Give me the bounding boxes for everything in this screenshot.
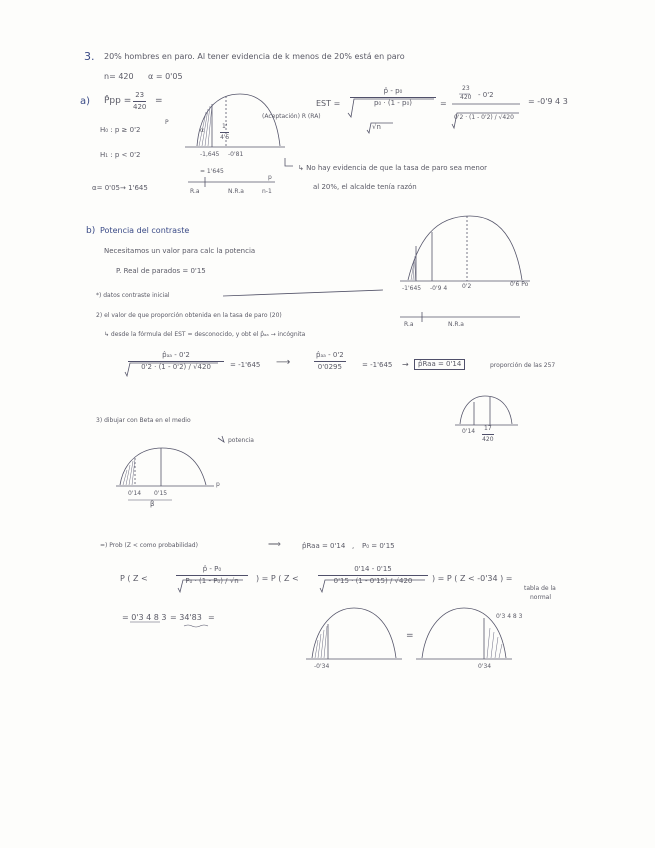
c-result-pct: = 34'83: [170, 613, 202, 622]
part-b-title: Potencia del contraste: [100, 226, 190, 235]
given-n: n= 420: [104, 72, 134, 81]
axis-est-a: -0'81: [228, 151, 244, 158]
eq-b-arrow-1: ⟶: [276, 357, 291, 368]
c-result: = 0'3 4 8 3: [122, 613, 167, 622]
c-p0: P₀ = 0'15: [362, 542, 395, 550]
graph-b-right: 0'6 Po: [510, 281, 529, 288]
eq-b-note: proporción de las 257: [490, 362, 556, 369]
h1: H₁ : p < 0'2: [100, 151, 141, 159]
c-curve-right-top: 0'3 4 8 3: [496, 613, 523, 620]
c-step: =) Prob (Z < como probabilidad): [100, 542, 198, 549]
c-arrow: ⟹: [268, 540, 281, 550]
curve-b: [408, 216, 522, 280]
p-hat-fraction: 23 420: [133, 91, 147, 111]
c-comma: ,: [352, 542, 355, 550]
est-sub-b: 420: [460, 94, 472, 101]
step-1: *) datos contraste inicial: [96, 292, 170, 299]
graph-b-nra: N.R.a: [448, 321, 464, 328]
graph-b-crit: -1'645: [402, 285, 422, 292]
eq-b-fraction: p̂ₐₐ - 0'2 0'2 · (1 - 0'2) / √420: [128, 352, 224, 371]
region-pos-a: n-1: [262, 188, 272, 195]
small-graph-left: 0'14: [462, 428, 476, 435]
step-3: ↳ desde la fórmula del EST = desconocido, y obt el p̂ₐₐ → incógnita: [104, 331, 306, 338]
c-line1-prefix: P ( Z <: [120, 574, 148, 583]
part-b-line-2: P. Real de parados = 0'15: [116, 267, 206, 275]
curve-a: [197, 94, 280, 146]
est-sub-den: 0'2 · (1 - 0'2) / √420: [454, 114, 514, 121]
region-ra-a: R.a: [190, 188, 200, 195]
region-nra-a: N.R.a: [228, 188, 244, 195]
part-b-label: b): [86, 226, 96, 236]
eq-b-rhs: = -1'645: [230, 361, 261, 369]
alpha-calc: α= 0'05→ 1'645: [92, 184, 148, 192]
p-hat-lhs: P̂pp =: [104, 96, 132, 106]
small-graph-fraction: 17 420: [482, 425, 494, 443]
curve-fraction: 1' 4'5: [220, 123, 230, 141]
c-line1-mid: ) = P ( Z <: [256, 574, 299, 583]
curve-alpha: α: [200, 127, 204, 134]
est-result: = -0'9 4 3: [528, 97, 568, 106]
c-praa: p̂Raa = 0'14: [302, 542, 346, 550]
c-curve-left-label: -0'34: [314, 663, 330, 670]
conclusion-line-2: al 20%, el alcalde tenía razón: [313, 183, 417, 191]
est-sqrt-n: √n: [372, 123, 381, 131]
p-hat-eq: =: [155, 96, 163, 106]
est-formula: p̂ - p₀ p₀ · (1 - p₀): [350, 88, 436, 107]
est-eq: =: [440, 99, 447, 108]
crit-value: = 1'645: [200, 168, 224, 175]
crit-var: p: [268, 174, 272, 181]
c-line1-fraction: p̂ - P₀ P₀ · (1 - P₀) / √n: [176, 566, 248, 585]
graph-b-ra: R.a: [404, 321, 414, 328]
eq-b-arrow-2: →: [402, 360, 409, 369]
graph2-axis: p: [216, 481, 220, 488]
eq-b-boxed-result: p̂Raa = 0'14: [414, 359, 465, 370]
conclusion-arrow: [285, 158, 293, 166]
potencia-arrow: [218, 436, 224, 442]
problem-number: 3.: [84, 50, 95, 63]
est-sub-a: 23: [462, 85, 470, 92]
arrow-datos: [223, 290, 383, 296]
eq-b-rhs-2: = -1'645: [362, 361, 393, 369]
graph-b-est: -0'9 4: [430, 285, 448, 292]
step-2: 2) el valor de que proporción obtenida en la tasa de paro (20): [96, 312, 282, 319]
est-lhs: EST =: [316, 99, 341, 108]
c-curve-right-label: 0'34: [478, 663, 492, 670]
curve-zone-left: P: [165, 119, 169, 126]
h0: H₀ : p ≥ 0'2: [100, 126, 141, 134]
est-sub-c: - 0'2: [478, 91, 494, 99]
part-b-line-1: Necesitamos un valor para calc la potencia: [104, 247, 256, 255]
eq-b-fraction-2: p̂ₐₐ - 0'2 0'0295: [316, 351, 344, 371]
problem-statement: 20% hombres en paro. Al tener evidencia de k menos de 20% está en paro: [104, 52, 405, 61]
curve-c-right: [422, 608, 506, 658]
part-a-label: a): [80, 96, 91, 107]
graph2-mid: 0'15: [154, 490, 168, 497]
c-line1-note-1: tabla de la: [524, 585, 556, 592]
c-line1-end: ) = P ( Z < -0'34 ) =: [432, 574, 513, 583]
curve-potencia: [120, 448, 206, 485]
graph-b-mid: 0'2: [462, 283, 472, 290]
graph2-left: 0'14: [128, 490, 142, 497]
axis-crit-a: -1,645: [200, 151, 220, 158]
conclusion-line-1: ↳ No hay evidencia de que la tasa de paro sea menor: [298, 164, 487, 172]
c-line1-fraction-2: 0'14 - 0'15 0'15 · (1 - 0'15) / √420: [318, 566, 428, 585]
curve-small: [460, 396, 512, 424]
step-4: 3) dibujar con Beta en el medio: [96, 417, 191, 424]
c-result-tail: =: [208, 613, 215, 622]
given-alpha: α = 0'05: [148, 72, 183, 81]
potencia-label: potencia: [228, 437, 254, 444]
curve-zone-right: (Aceptación) R (RA): [262, 113, 321, 120]
c-line1-note-2: normal: [530, 594, 552, 601]
graph2-beta: β: [150, 500, 155, 508]
c-curve-eq: =: [406, 631, 414, 641]
